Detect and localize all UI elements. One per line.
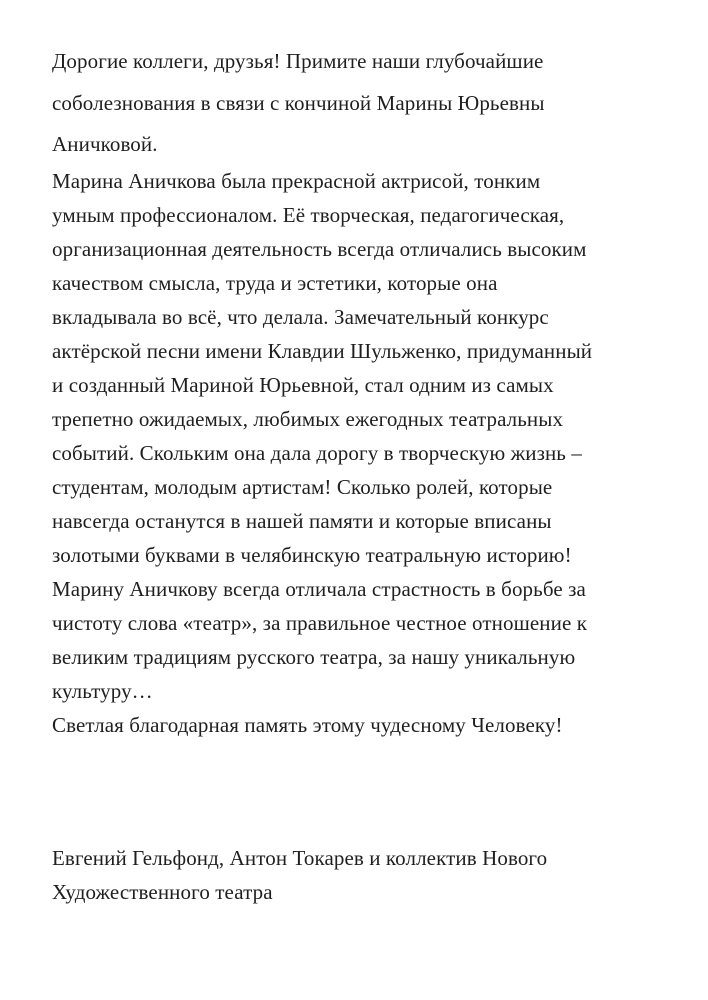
body-line: Марину Аничкову всегда отличала страстность в борьбе за xyxy=(52,577,586,601)
body-line: событий. Скольким она дала дорогу в творческую жизнь – xyxy=(52,441,582,465)
letter-signature xyxy=(52,841,672,909)
letter-intro xyxy=(52,40,672,164)
body-line: великим традициям русского театра, за нашу уникальную xyxy=(52,645,576,669)
signature-line: Евгений Гельфонд, Антон Токарев и коллектив Нового xyxy=(52,846,548,870)
intro-line: Аничковой. xyxy=(52,132,158,156)
body-line: культуру… xyxy=(52,679,153,703)
body-line: Марина Аничкова была прекрасной актрисой, тонким xyxy=(52,169,541,193)
condolence-letter xyxy=(52,40,672,909)
body-line: и созданный Мариной Юрьевной, стал одним из самых xyxy=(52,373,554,397)
body-line: качеством смысла, труда и эстетики, которые она xyxy=(52,271,498,295)
body-line: навсегда останутся в нашей памяти и которые вписаны xyxy=(52,509,552,533)
signature-spacer xyxy=(52,742,672,841)
letter-body xyxy=(52,164,672,742)
intro-line: соболезнования в связи с кончиной Марины Юрьевны xyxy=(52,91,545,115)
signature-line: Художественного театра xyxy=(52,880,273,904)
body-line: трепетно ожидаемых, любимых ежегодных театральных xyxy=(52,407,564,431)
body-line: актёрской песни имени Клавдии Шульженко, придуманный xyxy=(52,339,593,363)
body-line: вкладывала во всё, что делала. Замечательный конкурс xyxy=(52,305,549,329)
body-line: студентам, молодым артистам! Сколько ролей, которые xyxy=(52,475,553,499)
intro-line: Дорогие коллеги, друзья! Примите наши глубочайшие xyxy=(52,49,544,73)
body-line: умным профессионалом. Её творческая, педагогическая, xyxy=(52,203,565,227)
body-line: золотыми буквами в челябинскую театральную историю! xyxy=(52,543,572,567)
body-line: Светлая благодарная память этому чудесному Человеку! xyxy=(52,713,563,737)
body-line: чистоту слова «театр», за правильное честное отношение к xyxy=(52,611,588,635)
body-line: организационная деятельность всегда отличались высоким xyxy=(52,237,587,261)
